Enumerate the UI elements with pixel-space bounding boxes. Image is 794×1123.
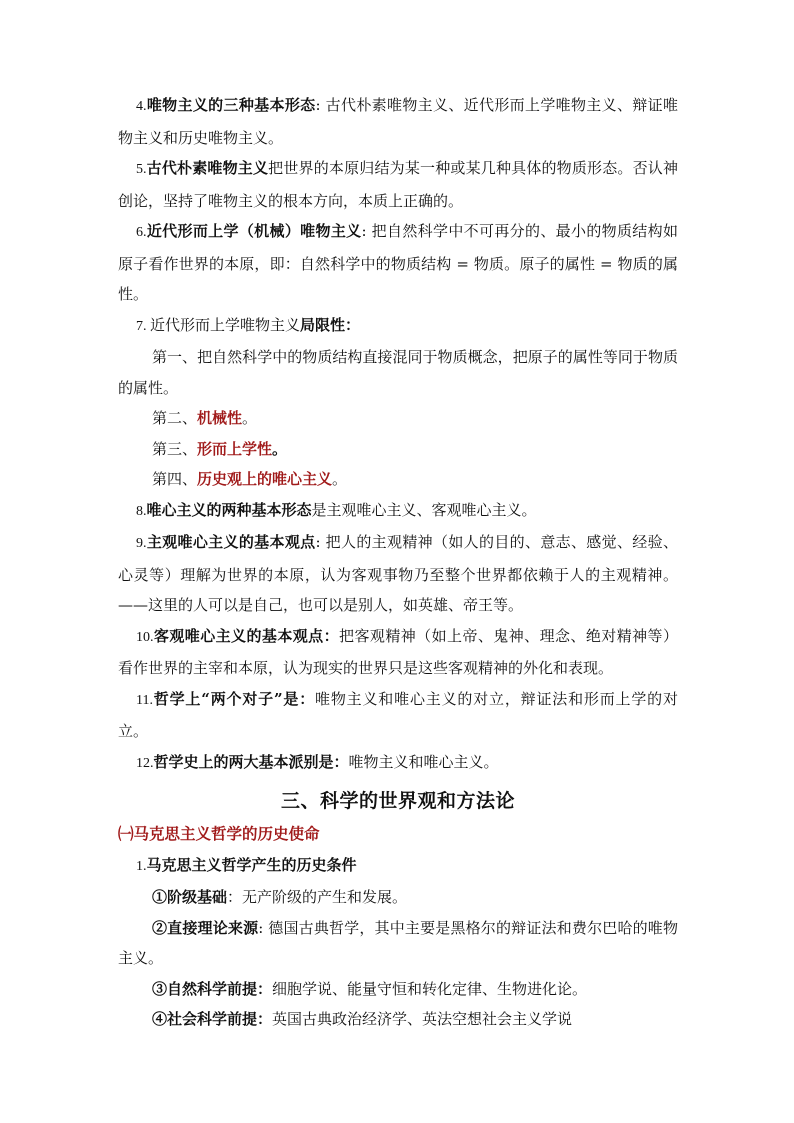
limitation-term: 历史观上的唯心主义 — [197, 470, 333, 488]
limitation-label: 第二、 — [152, 409, 198, 427]
item-term: 哲学史上的两大基本派别是 — [153, 752, 334, 771]
item-text: 把世界的本原归结为某一种或某几种具体的物质形态。否认神创论，坚持了唯物主义的根本方向，本质上正确的。 — [118, 159, 678, 210]
item-6 — [118, 216, 678, 310]
item-separator: : — [315, 533, 326, 551]
item-term: 哲学上“两个对子”是 — [152, 689, 300, 708]
item-text: 唯物主义和唯心主义的对立，辩证法和形而上学的对立。 — [118, 689, 678, 740]
item-number: 12. — [136, 755, 154, 771]
item-number: 6. — [136, 225, 147, 240]
limitation-1 — [118, 342, 678, 403]
item-number: 9. — [136, 536, 147, 551]
item-8 — [118, 495, 678, 528]
item-4 — [118, 90, 678, 153]
item-text: 是主观唯心主义、客观唯心主义。 — [311, 500, 537, 519]
condition-3 — [118, 974, 678, 1005]
condition-term: ②直接理论来源 — [152, 918, 259, 937]
item-text: 把客观精神（如上帝、鬼神、理念、绝对精神等）看作世界的主宰和本原，认为现实的世界只是这些客观精神的外化和表现。 — [118, 626, 678, 677]
condition-separator: ： — [257, 1010, 273, 1028]
condition-text: 德国古典哲学，其中主要是黑格尔的辩证法和费尔巴哈的唯物主义。 — [118, 918, 678, 967]
condition-text: 无产阶级的产生和发展。 — [242, 888, 408, 906]
limitation-end: 。 — [332, 470, 348, 488]
subsection-item-1 — [118, 850, 678, 883]
item-separator: ： — [299, 689, 316, 708]
limitation-2 — [118, 403, 678, 434]
item-term: 近代形而上学（机械）唯物主义 — [146, 222, 362, 240]
item-5 — [118, 153, 678, 216]
item-term: 马克思主义哲学产生的历史条件 — [146, 855, 357, 874]
limitation-3 — [118, 434, 678, 465]
item-10 — [118, 621, 678, 684]
item-separator: : — [315, 96, 326, 114]
condition-separator: : — [258, 918, 269, 937]
item-11 — [118, 684, 678, 747]
item-number: 11. — [136, 692, 153, 708]
item-number: 8. — [136, 503, 147, 519]
item-term: 主观唯心主义的基本观点 — [146, 533, 316, 551]
condition-term: ④社会科学前提 — [152, 1010, 258, 1028]
document-body — [118, 90, 678, 1035]
item-7 — [118, 310, 678, 343]
item-term: 客观唯心主义的基本观点 — [153, 626, 324, 645]
item-separator: ： — [345, 315, 361, 334]
item-text: 唯物主义和唯心主义。 — [348, 752, 499, 771]
condition-text: 细胞学说、能量守恒和转化定律、生物进化论。 — [272, 979, 588, 998]
condition-2 — [118, 913, 678, 974]
item-number: 10. — [136, 629, 154, 645]
limitation-text: 第一、把自然科学中的物质结构直接混同于物质概念，把原子的属性等同于物质的属性。 — [118, 348, 678, 397]
condition-separator: ： — [227, 888, 243, 906]
limitation-label: 第四、 — [152, 470, 198, 488]
condition-text: 英国古典政治经济学、英法空想社会主义学说 — [272, 1010, 573, 1028]
item-term: 古代朴素唯物主义 — [146, 159, 269, 177]
limitation-4 — [118, 464, 678, 495]
item-separator: : — [361, 222, 372, 240]
item-term: 唯心主义的两种基本形态 — [146, 500, 312, 519]
item-text: 把自然科学中不可再分的、最小的物质结构如原子看作世界的本原，即：自然科学中的物质结构 = 物质。原子的属性 = 物质的属性。 — [118, 222, 678, 303]
condition-4 — [118, 1004, 678, 1035]
item-number: 7. — [136, 318, 150, 334]
section-title: 三、科学的世界观和方法论 — [280, 790, 515, 812]
condition-separator: ： — [257, 979, 273, 998]
condition-term: ③自然科学前提 — [152, 979, 258, 998]
item-text: 把人的主观精神（如人的目的、意志、感觉、经验、心灵等）理解为世界的本原，认为客观事物乃至整个世界都依赖于人的主观精神。——这里的人可以是自己，也可以是别人，如英雄、帝王等。 — [118, 533, 678, 614]
subsection-title: ㈠马克思主义哲学的历史使命 — [118, 824, 320, 843]
item-12 — [118, 747, 678, 780]
condition-term: ①阶级基础 — [152, 888, 228, 906]
limitation-term: 形而上学性 — [197, 439, 273, 458]
item-term: 局限性 — [300, 315, 346, 334]
item-term: 唯物主义的三种基本形态 — [146, 96, 316, 114]
limitation-end: 。 — [242, 409, 258, 427]
item-number: 1. — [136, 858, 147, 874]
item-9 — [118, 527, 678, 621]
condition-1 — [118, 882, 678, 913]
limitation-end: 。 — [272, 439, 288, 458]
item-number: 5. — [136, 162, 147, 177]
item-separator: ： — [333, 752, 349, 771]
item-text: 近代形而上学唯物主义 — [150, 315, 301, 334]
item-text: 古代朴素唯物主义、近代形而上学唯物主义、辩证唯物主义和历史唯物主义。 — [118, 96, 678, 147]
item-separator: ： — [323, 626, 340, 645]
limitation-term: 机械性 — [197, 409, 243, 427]
item-number: 4. — [136, 99, 147, 114]
limitation-label: 第三、 — [152, 439, 198, 458]
